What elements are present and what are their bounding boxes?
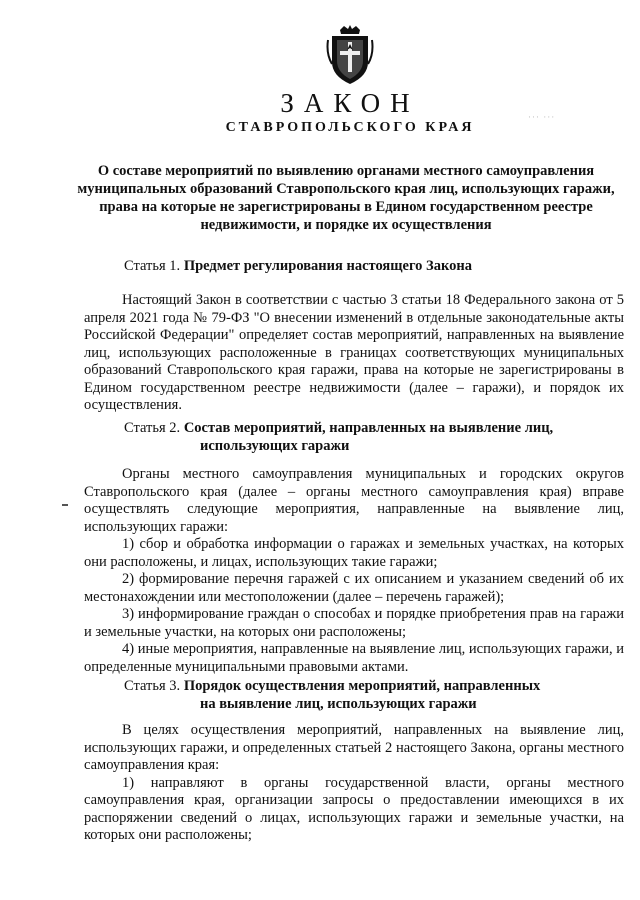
article-3-label: Статья 3. (124, 678, 181, 694)
article-1-heading (124, 258, 472, 276)
article-1-title: Предмет регулирования настоящего Закона (183, 258, 472, 274)
article-2-heading (124, 420, 553, 438)
article-2-intro: Органы местного самоуправления муниципальных и городских округов Ставропольского края (далее – органы местного самоуправления края) вправе осуществлять следующие мероприятия, направленные на выявление лиц, использующих гаражи: (84, 466, 624, 535)
article-2-title-line1: Состав мероприятий, направленных на выявление лиц, (183, 420, 554, 436)
article-1-label: Статья 1. (124, 258, 181, 274)
article-3-intro: В целях осуществления мероприятий, направленных на выявление лиц, использующих гаражи, и определенных статьей 2 настоящего Закона, органы местного самоуправления края: (84, 722, 624, 773)
article-2-label: Статья 2. (124, 420, 181, 436)
coat-of-arms-emblem (326, 24, 374, 86)
region-name: СТАВРОПОЛЬСКОГО КРАЯ (225, 120, 475, 135)
article-2-title-line2: использующих гаражи (200, 438, 350, 454)
law-title: О составе мероприятий по выявлению органами местного самоуправления муниципальных образований Ставропольского края лиц, использующих гаражи, права на которые не зарегистрированы в Едином государственном реестре недвижимости, и порядке их осуществления (77, 163, 615, 233)
article-1-text: Настоящий Закон в соответствии с частью 3 статьи 18 Федерального закона от 5 апреля 2021 года № 79-ФЗ "О внесении изменений в отдельные законодательные акты Российской Федерации" определяет состав мероприятий, направленных на выявление лиц, использующих расположенные в границах соответствующих муниципальных образований Ставропольского края гаражи, права на которые не зарегистрированы в Едином государственном реестре недвижимости (далее – гаражи), и порядок их осуществления. (84, 292, 624, 413)
article-2-item: 4) иные мероприятия, направленные на выявление лиц, использующих гаражи, и определенные муниципальными правовыми актами. (84, 641, 624, 675)
article-3-title-line2: на выявление лиц, использующих гаражи (200, 696, 477, 712)
article-3-title-line1: Порядок осуществления мероприятий, направленных (183, 678, 541, 694)
article-2-body (84, 466, 624, 676)
article-3-item: 1) направляют в органы государственной власти, органы местного самоуправления края, организации запросы о предоставлении имеющихся в их распоряжении сведений о лицах, использующих гаражи и земельные участки, на которых они расположены; (84, 774, 624, 843)
article-2-item: 1) сбор и обработка информации о гаражах и земельных участках, на которых они расположены, и лицах, использующих такие гаражи; (84, 536, 624, 570)
article-3-heading (124, 678, 540, 696)
article-2-item: 3) информирование граждан о способах и порядке приобретения прав на гаражи и земельные участки, на которых они расположены; (84, 606, 624, 640)
faint-stamp: ··· ··· (528, 112, 556, 122)
article-2-item: 2) формирование перечня гаражей с их описанием и указанием сведений об их местонахождении или местоположении (далее – перечень гаражей); (84, 571, 624, 605)
law-word: ЗАКОН (280, 88, 420, 118)
margin-mark (62, 504, 68, 506)
article-3-body (84, 722, 624, 845)
